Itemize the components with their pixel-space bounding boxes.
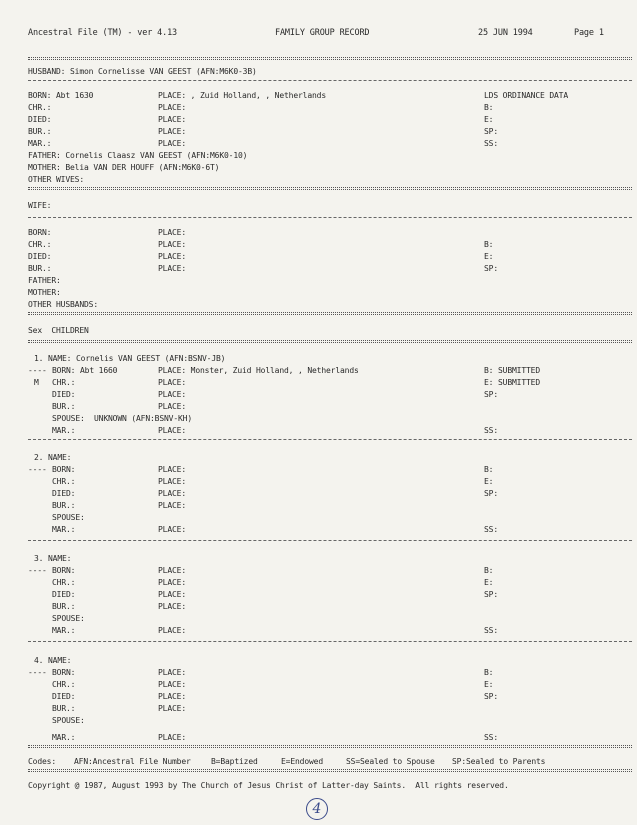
husband-bur: BUR.: [28,127,52,136]
child-3-dash: ---- [28,566,47,575]
divider [28,439,632,440]
child-1-died: DIED: [52,390,76,399]
child-1-bur: BUR.: [52,402,76,411]
wife-chr: CHR.: [28,240,52,249]
child-1-born: BORN: Abt 1660 [52,366,118,375]
code-sealed-spouse: SS=Sealed to Spouse [346,757,435,766]
divider [28,187,632,190]
child-1-lds-b: B: SUBMITTED [484,366,540,375]
child-1-bur-place: PLACE: [158,402,186,411]
child-3-chr-place: PLACE: [158,578,186,587]
wife-bur: BUR.: [28,264,52,273]
divider [28,641,632,642]
wife-lds-e: E: [484,252,494,261]
child-3-name: 3. NAME: [34,554,72,563]
child-4-bur-place: PLACE: [158,704,186,713]
child-4-lds-sp: SP: [484,692,498,701]
wife-lds-sp: SP: [484,264,498,273]
husband-mar: MAR.: [28,139,52,148]
child-3-lds-b: B: [484,566,494,575]
child-1-born-place: PLACE: Monster, Zuid Holland, , Netherlands [158,366,359,375]
child-4-mar-place: PLACE: [158,733,186,742]
document-title: FAMILY GROUP RECORD [275,28,370,38]
child-2-died-place: PLACE: [158,489,186,498]
divider [28,769,632,772]
child-1-lds-ss: SS: [484,426,498,435]
child-3-lds-ss: SS: [484,626,498,635]
child-1-lds-e: E: SUBMITTED [484,378,540,387]
husband-father: FATHER: Cornelis Claasz VAN GEEST (AFN:M6K0-10) [28,151,248,160]
child-2-lds-b: B: [484,465,494,474]
divider [28,340,632,343]
child-4-lds-b: B: [484,668,494,677]
child-1-mar: MAR.: [52,426,76,435]
child-1-spouse: SPOUSE: UNKNOWN (AFN:BSNV-KH) [52,414,192,423]
husband-chr: CHR.: [28,103,52,112]
divider [28,312,632,315]
copyright-notice: Copyright @ 1987, August 1993 by The Church of Jesus Christ of Latter-day Saints. All rights reserved. [28,781,509,790]
wife-mother: MOTHER: [28,288,61,297]
divider [28,57,632,60]
child-2-bur-place: PLACE: [158,501,186,510]
child-4-bur: BUR.: [52,704,76,713]
child-1-dash: ---- [28,366,47,375]
child-3-spouse: SPOUSE: [52,614,85,623]
husband-chr-place: PLACE: [158,103,186,112]
child-3-died-place: PLACE: [158,590,186,599]
wife-label: WIFE: [28,201,52,210]
child-4-died-place: PLACE: [158,692,186,701]
child-2-lds-sp: SP: [484,489,498,498]
wife-chr-place: PLACE: [158,240,186,249]
children-header: Sex CHILDREN [28,326,89,335]
child-3-lds-sp: SP: [484,590,498,599]
child-4-died: DIED: [52,692,76,701]
child-2-mar: MAR.: [52,525,76,534]
wife-father: FATHER: [28,276,61,285]
child-2-mar-place: PLACE: [158,525,186,534]
child-3-bur-place: PLACE: [158,602,186,611]
code-sealed-parents: SP:Sealed to Parents [452,757,546,766]
child-2-name: 2. NAME: [34,453,72,462]
child-2-born: BORN: [52,465,76,474]
child-2-died: DIED: [52,489,76,498]
child-2-chr-place: PLACE: [158,477,186,486]
divider [28,80,632,81]
divider [28,540,632,541]
child-1-mar-place: PLACE: [158,426,186,435]
child-4-spouse: SPOUSE: [52,716,85,725]
child-2-lds-ss: SS: [484,525,498,534]
husband-died: DIED: [28,115,52,124]
page-label: Page 1 [574,28,604,38]
child-2-bur: BUR.: [52,501,76,510]
wife-born: BORN: [28,228,52,237]
handwritten-page-number: 4 [306,798,328,820]
child-1-sex: M [34,378,39,387]
husband-mother: MOTHER: Belia VAN DER HOUFF (AFN:M6K0-6T) [28,163,220,172]
wife-died-place: PLACE: [158,252,186,261]
husband-born: BORN: Abt 1630 [28,91,94,100]
child-3-died: DIED: [52,590,76,599]
wife-other-husbands: OTHER HUSBANDS: [28,300,98,309]
child-1-died-place: PLACE: [158,390,186,399]
child-1-chr-place: PLACE: [158,378,186,387]
child-4-chr-place: PLACE: [158,680,186,689]
child-3-bur: BUR.: [52,602,76,611]
wife-lds-b: B: [484,240,494,249]
wife-died: DIED: [28,252,52,261]
child-4-born: BORN: [52,668,76,677]
child-1-lds-sp: SP: [484,390,498,399]
child-2-spouse: SPOUSE: [52,513,85,522]
husband-lds-b: B: [484,103,494,112]
child-4-name: 4. NAME: [34,656,72,665]
child-3-mar: MAR.: [52,626,76,635]
wife-bur-place: PLACE: [158,264,186,273]
child-4-chr: CHR.: [52,680,76,689]
husband-mar-place: PLACE: [158,139,186,148]
code-baptized: B=Baptized [211,757,258,766]
child-3-born-place: PLACE: [158,566,186,575]
child-1-name: 1. NAME: Cornelis VAN GEEST (AFN:BSNV-JB) [34,354,226,363]
child-4-born-place: PLACE: [158,668,186,677]
code-afn: AFN:Ancestral File Number [74,757,191,766]
codes-label: Codes: [28,757,56,766]
child-2-lds-e: E: [484,477,494,486]
husband-lds-e: E: [484,115,494,124]
husband-label: HUSBAND: Simon Cornelisse VAN GEEST (AFN:M6K0-3B) [28,67,257,76]
child-1-chr: CHR.: [52,378,76,387]
divider [28,217,632,218]
child-3-born: BORN: [52,566,76,575]
child-2-born-place: PLACE: [158,465,186,474]
husband-died-place: PLACE: [158,115,186,124]
code-endowed: E=Endowed [281,757,323,766]
child-4-lds-e: E: [484,680,494,689]
husband-other-wives: OTHER WIVES: [28,175,84,184]
child-2-chr: CHR.: [52,477,76,486]
child-3-lds-e: E: [484,578,494,587]
program-name: Ancestral File (TM) - ver 4.13 [28,28,178,38]
child-4-lds-ss: SS: [484,733,498,742]
husband-lds-ss: SS: [484,139,498,148]
child-4-mar: MAR.: [52,733,76,742]
husband-bur-place: PLACE: [158,127,186,136]
husband-lds-sp: SP: [484,127,498,136]
lds-ordinance-title: LDS ORDINANCE DATA [484,91,568,100]
record-date: 25 JUN 1994 [478,28,533,38]
husband-born-place: PLACE: , Zuid Holland, , Netherlands [158,91,326,100]
child-3-mar-place: PLACE: [158,626,186,635]
wife-born-place: PLACE: [158,228,186,237]
child-3-chr: CHR.: [52,578,76,587]
divider [28,745,632,748]
child-2-dash: ---- [28,465,47,474]
child-4-dash: ---- [28,668,47,677]
